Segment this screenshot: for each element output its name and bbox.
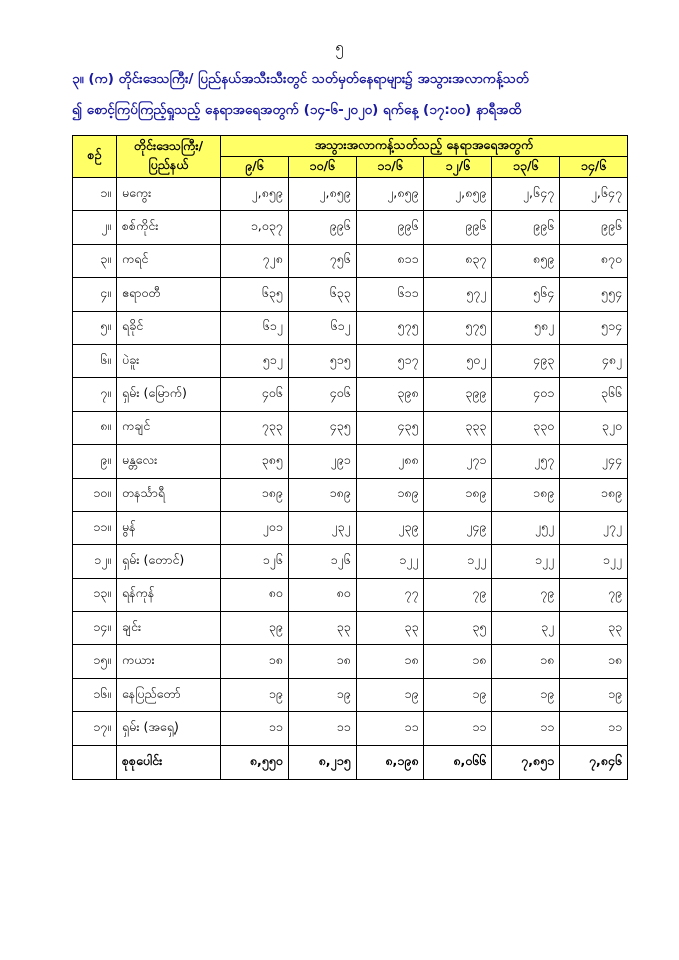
row-value: ၃၂ — [492, 612, 560, 645]
row-value: ၂၉၁ — [288, 445, 356, 478]
table-row — [73, 445, 628, 478]
row-region: နေပြည်တော် — [117, 678, 221, 711]
row-value: ၃၃၃ — [424, 411, 492, 444]
row-value: ၁၁ — [288, 712, 356, 745]
row-serial: ၅။ — [73, 311, 117, 344]
row-value: ၁၉ — [221, 678, 289, 711]
row-serial: ၁၃။ — [73, 578, 117, 611]
row-value: ၃၃ — [356, 612, 424, 645]
row-value: ၄၉၃ — [492, 344, 560, 377]
row-value: ၁၁ — [356, 712, 424, 745]
row-value: ၁၈ — [492, 645, 560, 678]
row-value: ၇၇ — [356, 578, 424, 611]
row-value: ၆၁၂ — [221, 311, 289, 344]
table-row — [73, 411, 628, 444]
row-value: ၈၃၇ — [424, 244, 492, 277]
total-row — [73, 745, 628, 779]
row-value: ၄၀၆ — [221, 378, 289, 411]
row-value: ၁၉ — [424, 678, 492, 711]
row-value: ၉၉၆ — [560, 211, 628, 244]
row-value: ၈၀ — [221, 578, 289, 611]
row-serial: ၁၀။ — [73, 478, 117, 511]
row-value: ၁၈၉ — [560, 478, 628, 511]
row-value: ၈၁၁ — [356, 244, 424, 277]
row-value: ၆၃၃ — [288, 278, 356, 311]
row-value: ၁၁ — [424, 712, 492, 745]
row-value: ၄၀၆ — [288, 378, 356, 411]
table-row — [73, 178, 628, 211]
header-date: ၁၃/၆ — [492, 157, 560, 178]
row-value: ၅၇၂ — [424, 278, 492, 311]
row-value: ၁၈၉ — [424, 478, 492, 511]
row-value: ၅၅၄ — [560, 278, 628, 311]
row-value: ၄၀၁ — [492, 378, 560, 411]
row-region: တနင်္သာရီ — [117, 478, 221, 511]
total-blank-cell — [73, 745, 117, 779]
row-serial: ၈။ — [73, 411, 117, 444]
row-value: ၁၂၂ — [424, 545, 492, 578]
row-region: ချင်း — [117, 612, 221, 645]
row-value: ၉၉၆ — [492, 211, 560, 244]
row-value: ၄၃၅ — [356, 411, 424, 444]
table-row — [73, 545, 628, 578]
table-row — [73, 645, 628, 678]
table-header — [73, 136, 628, 178]
table-row — [73, 244, 628, 277]
row-serial: ၁၁။ — [73, 511, 117, 544]
row-region: စစ်ကိုင်း — [117, 211, 221, 244]
page-number: ၅ — [335, 38, 344, 56]
row-serial: ၁၆။ — [73, 678, 117, 711]
row-region: မကွေး — [117, 178, 221, 211]
row-value: ၃၉၈ — [356, 378, 424, 411]
row-value: ၂၅၂ — [492, 511, 560, 544]
row-value: ၃၈၅ — [221, 445, 289, 478]
row-value: ၁၉ — [356, 678, 424, 711]
total-value: ၈,၁၉၈ — [356, 745, 424, 779]
row-value: ၂၈၈ — [356, 445, 424, 478]
row-value: ၁၈၉ — [288, 478, 356, 511]
row-value: ၈၇၀ — [560, 244, 628, 277]
row-value: ၅၁၂ — [221, 344, 289, 377]
row-serial: ၁၅။ — [73, 645, 117, 678]
header-date: ၁၀/၆ — [288, 157, 356, 178]
row-region: ရှမ်း (အရှေ့) — [117, 712, 221, 745]
row-value: ၁၁ — [560, 712, 628, 745]
total-value: ၇,၈၄၆ — [560, 745, 628, 779]
table-row — [73, 511, 628, 544]
row-serial: ၇။ — [73, 378, 117, 411]
row-value: ၁၂၂ — [560, 545, 628, 578]
row-value: ၂,၈၅၉ — [356, 178, 424, 211]
row-region: ကရင် — [117, 244, 221, 277]
row-value: ၁၈ — [560, 645, 628, 678]
header-group: အသွားအလာကန့်သတ်သည့် နေရာအရေအတွက် — [221, 136, 628, 157]
row-value: ၃၂၀ — [560, 411, 628, 444]
row-value: ၂,၈၅၉ — [288, 178, 356, 211]
row-value: ၅၁၄ — [560, 311, 628, 344]
row-value: ၇၂၈ — [221, 244, 289, 277]
table-row — [73, 344, 628, 377]
row-value: ၅၇၅ — [356, 311, 424, 344]
row-serial: ၄။ — [73, 278, 117, 311]
row-value: ၃၃၀ — [492, 411, 560, 444]
row-region: ပဲခူး — [117, 344, 221, 377]
page-title-line-1: ၃။ (က) တိုင်းဒေသကြီး/ ပြည်နယ်အသီးသီးတွင် သတ်မှတ်နေရာများ၌ အသွားအလာကန့်သတ် — [72, 71, 530, 87]
row-value: ၃၉၉ — [424, 378, 492, 411]
row-value: ၅၈၂ — [492, 311, 560, 344]
row-value: ၆၁၁ — [356, 278, 424, 311]
table-row — [73, 712, 628, 745]
total-value: ၈,၅၅၀ — [221, 745, 289, 779]
row-serial: ၁၂။ — [73, 545, 117, 578]
row-value: ၂,၆၄၇ — [492, 178, 560, 211]
row-serial: ၁။ — [73, 178, 117, 211]
table-row — [73, 678, 628, 711]
row-value: ၁၂၂ — [492, 545, 560, 578]
row-value: ၉၉၆ — [424, 211, 492, 244]
row-value: ၇၉ — [492, 578, 560, 611]
row-value: ၉၉၆ — [288, 211, 356, 244]
row-value: ၁၈ — [356, 645, 424, 678]
row-value: ၃၆၆ — [560, 378, 628, 411]
row-region: ကချင် — [117, 411, 221, 444]
row-value: ၂၇၂ — [560, 511, 628, 544]
total-value: ၈,၂၁၅ — [288, 745, 356, 779]
table-row — [73, 478, 628, 511]
row-value: ၂၀၁ — [221, 511, 289, 544]
row-value: ၁၈၉ — [221, 478, 289, 511]
row-value: ၄၈၂ — [560, 344, 628, 377]
header-date: ၁၂/၆ — [424, 157, 492, 178]
row-value: ၁,၀၃၇ — [221, 211, 289, 244]
row-value: ၂၇၁ — [424, 445, 492, 478]
row-value: ၅၁၇ — [356, 344, 424, 377]
row-serial: ၁၇။ — [73, 712, 117, 745]
row-region: ဧရာဝတီ — [117, 278, 221, 311]
row-region: ရှမ်း (မြောက်) — [117, 378, 221, 411]
row-value: ၂,၈၅၉ — [221, 178, 289, 211]
restricted-places-table — [72, 135, 628, 780]
row-value: ၅၁၅ — [288, 344, 356, 377]
row-value: ၁၈ — [288, 645, 356, 678]
row-serial: ၆။ — [73, 344, 117, 377]
row-region: ကယား — [117, 645, 221, 678]
row-value: ၃၉ — [221, 612, 289, 645]
row-value: ၂၄၉ — [424, 511, 492, 544]
row-value: ၅၆၄ — [492, 278, 560, 311]
row-value: ၁၁ — [221, 712, 289, 745]
table-body — [73, 178, 628, 780]
row-value: ၂၃၂ — [288, 511, 356, 544]
table-row — [73, 211, 628, 244]
row-value: ၁၉ — [492, 678, 560, 711]
row-value: ၃၃ — [288, 612, 356, 645]
row-value: ၁၈ — [221, 645, 289, 678]
row-value: ၁၂၂ — [356, 545, 424, 578]
row-value: ၉၉၆ — [356, 211, 424, 244]
row-value: ၁၂၆ — [288, 545, 356, 578]
row-serial: ၃။ — [73, 244, 117, 277]
header-date: ၁၁/၆ — [356, 157, 424, 178]
row-value: ၈၅၉ — [492, 244, 560, 277]
row-value: ၃၅ — [424, 612, 492, 645]
header-region: တိုင်းဒေသကြီး/ ပြည်နယ် — [117, 136, 221, 178]
row-value: ၂၃၉ — [356, 511, 424, 544]
row-value: ၁၈ — [424, 645, 492, 678]
row-value: ၂,၈၅၉ — [424, 178, 492, 211]
table-row — [73, 578, 628, 611]
row-value: ၁၁ — [492, 712, 560, 745]
header-date: ၁၄/၆ — [560, 157, 628, 178]
row-value: ၇၉ — [424, 578, 492, 611]
row-value: ၆၃၅ — [221, 278, 289, 311]
row-value: ၈၀ — [288, 578, 356, 611]
row-region: ရန်ကုန် — [117, 578, 221, 611]
row-value: ၁၈၉ — [492, 478, 560, 511]
table-row — [73, 311, 628, 344]
total-value: ၈,၀၆၆ — [424, 745, 492, 779]
row-region: ရှမ်း (တောင်) — [117, 545, 221, 578]
row-region: မွန် — [117, 511, 221, 544]
row-value: ၅၇၅ — [424, 311, 492, 344]
row-serial: ၉။ — [73, 445, 117, 478]
row-serial: ၂။ — [73, 211, 117, 244]
row-value: ၃၃ — [560, 612, 628, 645]
row-serial: ၁၄။ — [73, 612, 117, 645]
row-value: ၁၂၆ — [221, 545, 289, 578]
row-value: ၅၀၂ — [424, 344, 492, 377]
row-value: ၁၉ — [560, 678, 628, 711]
row-value: ၆၁၂ — [288, 311, 356, 344]
row-value: ၇၅၆ — [288, 244, 356, 277]
row-value: ၂,၆၄၇ — [560, 178, 628, 211]
row-value: ၁၉ — [288, 678, 356, 711]
row-value: ၇၉ — [560, 578, 628, 611]
row-region: မန္တလေး — [117, 445, 221, 478]
row-value: ၁၈၉ — [356, 478, 424, 511]
row-value: ၇၃၃ — [221, 411, 289, 444]
table-row — [73, 612, 628, 645]
row-region: ရခိုင် — [117, 311, 221, 344]
row-value: ၂၄၄ — [560, 445, 628, 478]
page-title-line-2: ၍ စောင့်ကြပ်ကြည့်ရှုသည့် နေရာအရေအတွက် (၁၄-၆-၂၀၂၀) ရက်နေ့ (၁၇:၀၀) နာရီအထိ — [72, 102, 522, 118]
total-value: ၇,၈၅၁ — [492, 745, 560, 779]
header-date: ၉/၆ — [221, 157, 289, 178]
table-row — [73, 278, 628, 311]
total-label: စုစုပေါင်း — [117, 745, 221, 779]
table-row — [73, 378, 628, 411]
row-value: ၂၅၇ — [492, 445, 560, 478]
header-serial: စဉ် — [73, 136, 117, 178]
row-value: ၄၃၅ — [288, 411, 356, 444]
